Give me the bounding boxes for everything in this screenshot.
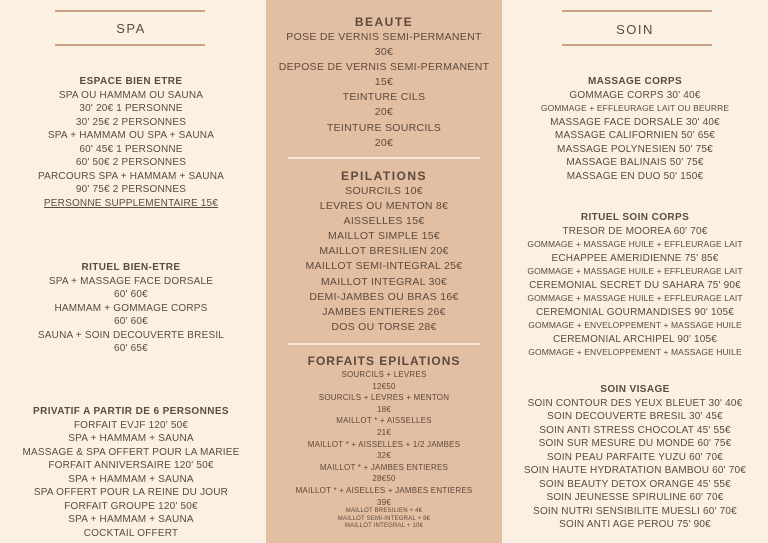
massage-line: GOMMAGE CORPS 30' 40€ (569, 89, 701, 101)
forfaits-heading: FORFAITS EPILATIONS (307, 354, 461, 368)
visage-line: SOIN HAUTE HYDRATATION BAMBOU 60' 70€ (523, 465, 747, 476)
espace-line: 30' 20€ 1 PERSONNE (79, 103, 183, 114)
visage-line: SOIN ANTI AGE PEROU 75' 90€ (559, 519, 711, 530)
beaute-section (266, 15, 502, 151)
beaute-line: 20€ (374, 136, 394, 149)
visage-heading: SOIN VISAGE (600, 384, 670, 395)
rituel-soin-line: CEREMONIAL SECRET DU SAHARA 75' 90€ (529, 279, 741, 291)
forfait-line: MAILLOT * + JAMBES ENTIERES (319, 462, 449, 472)
spa-column (0, 0, 262, 543)
beaute-line: TEINTURE CILS (342, 91, 426, 104)
massage-heading: MASSAGE CORPS (587, 76, 683, 87)
massage-line: MASSAGE BALINAIS 50' 75€ (566, 157, 704, 168)
privatif-line: SPA + HAMMAM + SAUNA (68, 514, 194, 525)
visage-line: SOIN DECOUVERTE BRESIL 30' 45€ (547, 411, 723, 422)
privatif-line: SPA + HAMMAM + SAUNA (68, 433, 194, 444)
epilation-line: DOS OU TORSE 28€ (331, 320, 437, 333)
privatif-line: SPA + HAMMAM + SAUNA (68, 473, 194, 485)
rituel-line: HAMMAM + GOMMAGE CORPS (54, 302, 208, 314)
rituel-soin-line: GOMMAGE + ENVELOPPEMENT + MASSAGE HUILE (528, 320, 742, 330)
visage-line: SOIN ANTI STRESS CHOCOLAT 45' 55€ (539, 424, 731, 436)
beaute-heading: BEAUTE (354, 15, 414, 29)
spa-top-rule (55, 10, 205, 12)
forfait-line: 21€ (377, 427, 391, 437)
massage-line: MASSAGE EN DUO 50' 150€ (566, 170, 704, 182)
rituel-line: SAUNA + SOIN DECOUVERTE BRESIL (37, 329, 225, 341)
rituel-soin-line: ECHAPPEE AMERIDIENNE 75' 85€ (551, 252, 719, 264)
massage-line: GOMMAGE + EFFLEURAGE LAIT OU BEURRE (540, 103, 730, 113)
espace-heading: ESPACE BIEN ETRE (79, 76, 183, 87)
soin-title: SOIN (616, 22, 654, 37)
forfait-line: 32€ (377, 451, 391, 461)
visage-line: SOIN PEAU PARFAITE YUZU 60' 70€ (546, 451, 724, 463)
rituel-soin-corps-section (502, 211, 768, 360)
forfait-note: MAILLOT SEMI-INTEGRAL + 8€ (337, 515, 431, 522)
privatif-line: FORFAIT ANNIVERSAIRE 120' 50€ (48, 460, 214, 471)
beaute-line: 20€ (374, 106, 394, 119)
supplement-line: PERSONNE SUPPLEMENTAIRE 15€ (43, 197, 219, 209)
rituel-soin-heading: RITUEL SOIN CORPS (580, 212, 690, 223)
forfait-line: 39€ (377, 497, 391, 507)
rituel-soin-line: TRESOR DE MOOREA 60' 70€ (562, 225, 708, 237)
epilation-line: JAMBES ENTIERES 26€ (322, 305, 446, 318)
rituel-line: 60' 60€ (114, 316, 148, 327)
massage-line: MASSAGE FACE DORSALE 30' 40€ (550, 116, 720, 128)
forfait-note: MAILLOT INTEGRAL + 10€ (344, 523, 424, 530)
privatif-line: FORFAIT EVJF 120' 50€ (73, 419, 189, 431)
rituel-soin-line: CEREMONIAL ARCHIPEL 90' 105€ (552, 333, 718, 345)
forfait-line: MAILLOT * + AISELLES + JAMBES ENTIERES (295, 485, 473, 495)
soin-column (502, 0, 768, 543)
epilation-line: MAILLOT INTEGRAL 30€ (320, 275, 448, 288)
soin-bottom-rule (562, 44, 712, 46)
epilation-line: SOURCILS 10€ (345, 185, 423, 197)
beaute-line: POSE DE VERNIS SEMI-PERMANENT (286, 31, 482, 43)
espace-bien-etre-section (0, 75, 262, 210)
forfait-line: MAILLOT * + AISSELLES + 1/2 JAMBES (307, 439, 461, 449)
privatif-line: FORFAIT GROUPE 120' 50€ (64, 500, 198, 512)
rituel-soin-line: CEREMONIAL GOURMANDISES 90' 105€ (536, 306, 734, 318)
espace-line: SPA + HAMMAM OU SPA + SAUNA (47, 130, 215, 141)
visage-line: SOIN JEUNESSE SPIRULINE 60' 70€ (546, 492, 724, 503)
epilation-line: MAILLOT BRESILIEN 20€ (319, 245, 449, 258)
rituel-bien-etre-section (0, 261, 262, 356)
rituel-soin-line: GOMMAGE + MASSAGE HUILE + EFFLEURAGE LAIT (527, 266, 743, 276)
beaute-line: 30€ (374, 46, 394, 59)
espace-line: 90' 75€ 2 PERSONNES (75, 184, 187, 195)
privatif-line: MASSAGE & SPA OFFERT POUR LA MARIEE (22, 446, 240, 458)
privatif-line: SPA OFFERT POUR LA REINE DU JOUR (33, 487, 229, 498)
forfait-line: MAILLOT * + AISSELLES (336, 416, 432, 426)
epilation-line: DEMI-JAMBES OU BRAS 16€ (309, 290, 459, 303)
epilations-divider (288, 343, 480, 345)
espace-line: PARCOURS SPA + HAMMAM + SAUNA (37, 170, 225, 182)
espace-line: 60' 45€ 1 PERSONNE (79, 143, 183, 155)
privatif-line: COCKTAIL OFFERT (83, 527, 179, 539)
epilation-line: MAILLOT SEMI-INTEGRAL 25€ (305, 260, 463, 273)
beaute-line: DEPOSE DE VERNIS SEMI-PERMANENT (278, 61, 490, 74)
privatif-section (0, 405, 262, 540)
visage-line: SOIN NUTRI SENSIBILITE MUESLI 60' 70€ (533, 505, 737, 517)
spa-title: SPA (116, 21, 146, 36)
rituel-line: SPA + MASSAGE FACE DORSALE (48, 275, 214, 287)
beaute-line: 15€ (374, 76, 394, 89)
forfait-line: 28€50 (372, 474, 396, 484)
forfait-note: MAILLOT BRESILIEN + 4€ (345, 508, 423, 515)
beaute-line: TEINTURE SOURCILS (326, 121, 442, 134)
spa-bottom-rule (55, 44, 205, 46)
epilations-heading: EPILATIONS (340, 169, 428, 183)
rituel-soin-line: GOMMAGE + ENVELOPPEMENT + MASSAGE HUILE (528, 347, 742, 357)
rituel-line: 60' 60€ (114, 289, 148, 300)
privatif-heading: PRIVATIF A PARTIR DE 6 PERSONNES (33, 406, 229, 417)
espace-line: 30' 25€ 2 PERSONNES (75, 116, 187, 128)
forfait-line: 18€ (377, 404, 391, 414)
epilations-section (266, 169, 502, 335)
massage-line: MASSAGE CALIFORNIEN 50' 65€ (554, 130, 716, 141)
visage-line: SOIN SUR MESURE DU MONDE 60' 75€ (538, 438, 732, 449)
rituel-bien-etre-heading: RITUEL BIEN-ETRE (81, 262, 181, 273)
massage-line: MASSAGE POLYNESIEN 50' 75€ (557, 143, 713, 155)
forfait-line: SOURCILS + LEVRES (341, 370, 427, 379)
epilation-line: LEVRES OU MENTON 8€ (319, 200, 449, 213)
epilation-line: AISSELLES 15€ (343, 215, 425, 228)
forfait-line: SOURCILS + LEVRES + MENTON (318, 393, 450, 403)
beaute-divider (288, 157, 480, 159)
visage-line: SOIN CONTOUR DES YEUX BLEUET 30' 40€ (527, 397, 743, 409)
soin-top-rule (562, 10, 712, 12)
rituel-soin-line: GOMMAGE + MASSAGE HUILE + EFFLEURAGE LAIT (527, 239, 743, 249)
beaute-column (266, 0, 502, 543)
massage-corps-section (502, 75, 768, 183)
epilation-line: MAILLOT SIMPLE 15€ (327, 230, 440, 243)
forfaits-section (266, 353, 502, 531)
espace-line: 60' 50€ 2 PERSONNES (75, 157, 187, 168)
rituel-soin-line: GOMMAGE + MASSAGE HUILE + EFFLEURAGE LAIT (527, 293, 743, 303)
visage-line: SOIN BEAUTY DETOX ORANGE 45' 55€ (539, 478, 731, 490)
soin-visage-section (502, 383, 768, 532)
forfait-line: 12€50 (372, 381, 396, 391)
espace-line: SPA OU HAMMAM OU SAUNA (58, 89, 204, 101)
rituel-line: 60' 65€ (114, 343, 148, 354)
